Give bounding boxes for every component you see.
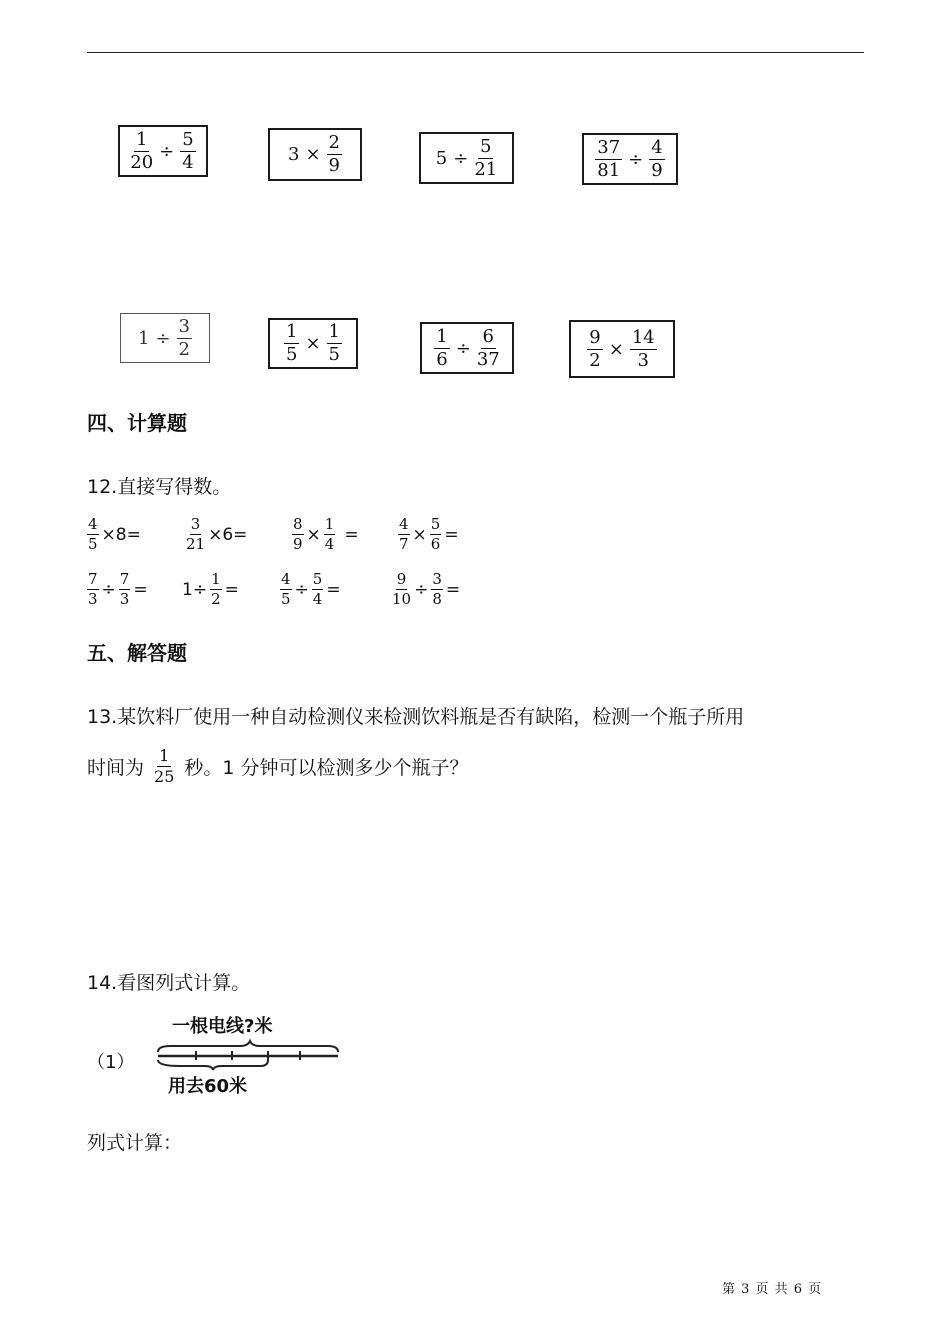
expr-box-8: $\frac{9}{2}$ × $\frac{14}{3}$: [569, 320, 675, 378]
fraction: $\frac{5}{4}$: [312, 570, 323, 608]
fraction: $\frac{4}{9}$: [651, 136, 663, 181]
fraction: $\frac{14}{3}$: [631, 326, 655, 371]
q12-exercise: 1÷ $\frac{1}{2}$ =: [182, 570, 239, 608]
q12-exercise: $\frac{7}{3}$ ÷ $\frac{7}{3}$ =: [88, 570, 148, 608]
fraction: $\frac{4}{5}$: [281, 570, 291, 608]
fraction: $\frac{4}{7}$: [399, 515, 409, 553]
q12-exercise: $\frac{9}{10}$ ÷ $\frac{3}{8}$ =: [392, 570, 461, 608]
expr-box-3: 5 ÷ $\frac{5}{21}$: [419, 132, 514, 184]
q12-exercise: $\frac{4}{5}$ ×8=: [88, 515, 141, 553]
top-brace: [158, 1041, 338, 1052]
wire-diagram: [150, 1010, 350, 1100]
fraction: $\frac{1}{6}$: [436, 325, 448, 370]
fraction: $\frac{9}{2}$: [589, 326, 601, 371]
diagram-bottom-label: 用去60米: [168, 1076, 248, 1097]
fraction: $\frac{1}{25}$: [154, 746, 175, 786]
fraction: $\frac{7}{3}$: [119, 570, 130, 608]
fraction: $\frac{9}{10}$: [392, 570, 412, 608]
expr-box-4: $\frac{37}{81}$ ÷ $\frac{4}{9}$: [582, 133, 678, 185]
q12-exercise: $\frac{4}{7}$ × $\frac{5}{6}$ =: [399, 515, 459, 553]
fraction: $\frac{1}{20}$: [130, 128, 154, 173]
q14-text: 14.看图列式计算。: [87, 972, 251, 994]
fraction: $\frac{3}{2}$: [178, 315, 190, 360]
fraction: $\frac{1}{2}$: [211, 570, 221, 608]
fraction: $\frac{1}{5}$: [328, 321, 340, 365]
fraction: $\frac{1}{4}$: [324, 515, 335, 553]
section-5-title: 五、解答题: [87, 641, 187, 665]
fraction: $\frac{3}{21}$: [186, 515, 206, 553]
fraction: $\frac{37}{81}$: [597, 136, 621, 181]
fraction: $\frac{6}{37}$: [476, 325, 500, 370]
page-footer: 第 3 页 共 6 页: [722, 1282, 823, 1297]
expr-box-6: $\frac{1}{5}$ × $\frac{1}{5}$: [268, 318, 358, 369]
expr-box-1: $\frac{1}{20}$ ÷ $\frac{5}{4}$: [118, 125, 208, 177]
fraction: $\frac{4}{5}$: [88, 515, 98, 553]
fraction: $\frac{2}{9}$: [328, 132, 340, 176]
fraction: $\frac{5}{6}$: [430, 515, 441, 553]
q12-exercise: $\frac{8}{9}$ × $\frac{1}{4}$ =: [293, 515, 359, 553]
fraction: $\frac{7}{3}$: [88, 570, 98, 608]
q13-line-2: 时间为 $\frac{1}{25}$ 秒。1 分钟可以检测多少个瓶子？: [87, 746, 469, 786]
bottom-brace: [158, 1060, 268, 1070]
q14-sub-label: （1）: [87, 1052, 135, 1073]
wire-segment-bar: [150, 1032, 350, 1072]
q13-line-1: 13.某饮料厂使用一种自动检测仪来检测饮料瓶是否有缺陷，检测一个瓶子所用: [87, 706, 745, 728]
section-4-title: 四、计算题: [87, 411, 187, 435]
header-rule: [87, 52, 864, 53]
diagram-top-label: 一根电线?米: [172, 1016, 273, 1037]
q14-answer-label: 列式计算：: [87, 1132, 183, 1154]
expr-box-7: $\frac{1}{6}$ ÷ $\frac{6}{37}$: [420, 322, 514, 374]
fraction: $\frac{1}{5}$: [286, 321, 298, 365]
expr-box-2: 3 × $\frac{2}{9}$: [268, 128, 362, 181]
fraction: $\frac{5}{21}$: [474, 135, 498, 180]
expr-box-5: 1 ÷ $\frac{3}{2}$: [120, 313, 210, 363]
fraction: $\frac{5}{4}$: [182, 128, 194, 173]
fraction: $\frac{8}{9}$: [293, 515, 303, 553]
q12-exercise: $\frac{4}{5}$ ÷ $\frac{5}{4}$ =: [281, 570, 341, 608]
q12-exercise: $\frac{3}{21}$ ×6=: [186, 515, 248, 553]
fraction: $\frac{3}{8}$: [432, 570, 442, 608]
q12-text: 12.直接写得数。: [87, 476, 232, 498]
